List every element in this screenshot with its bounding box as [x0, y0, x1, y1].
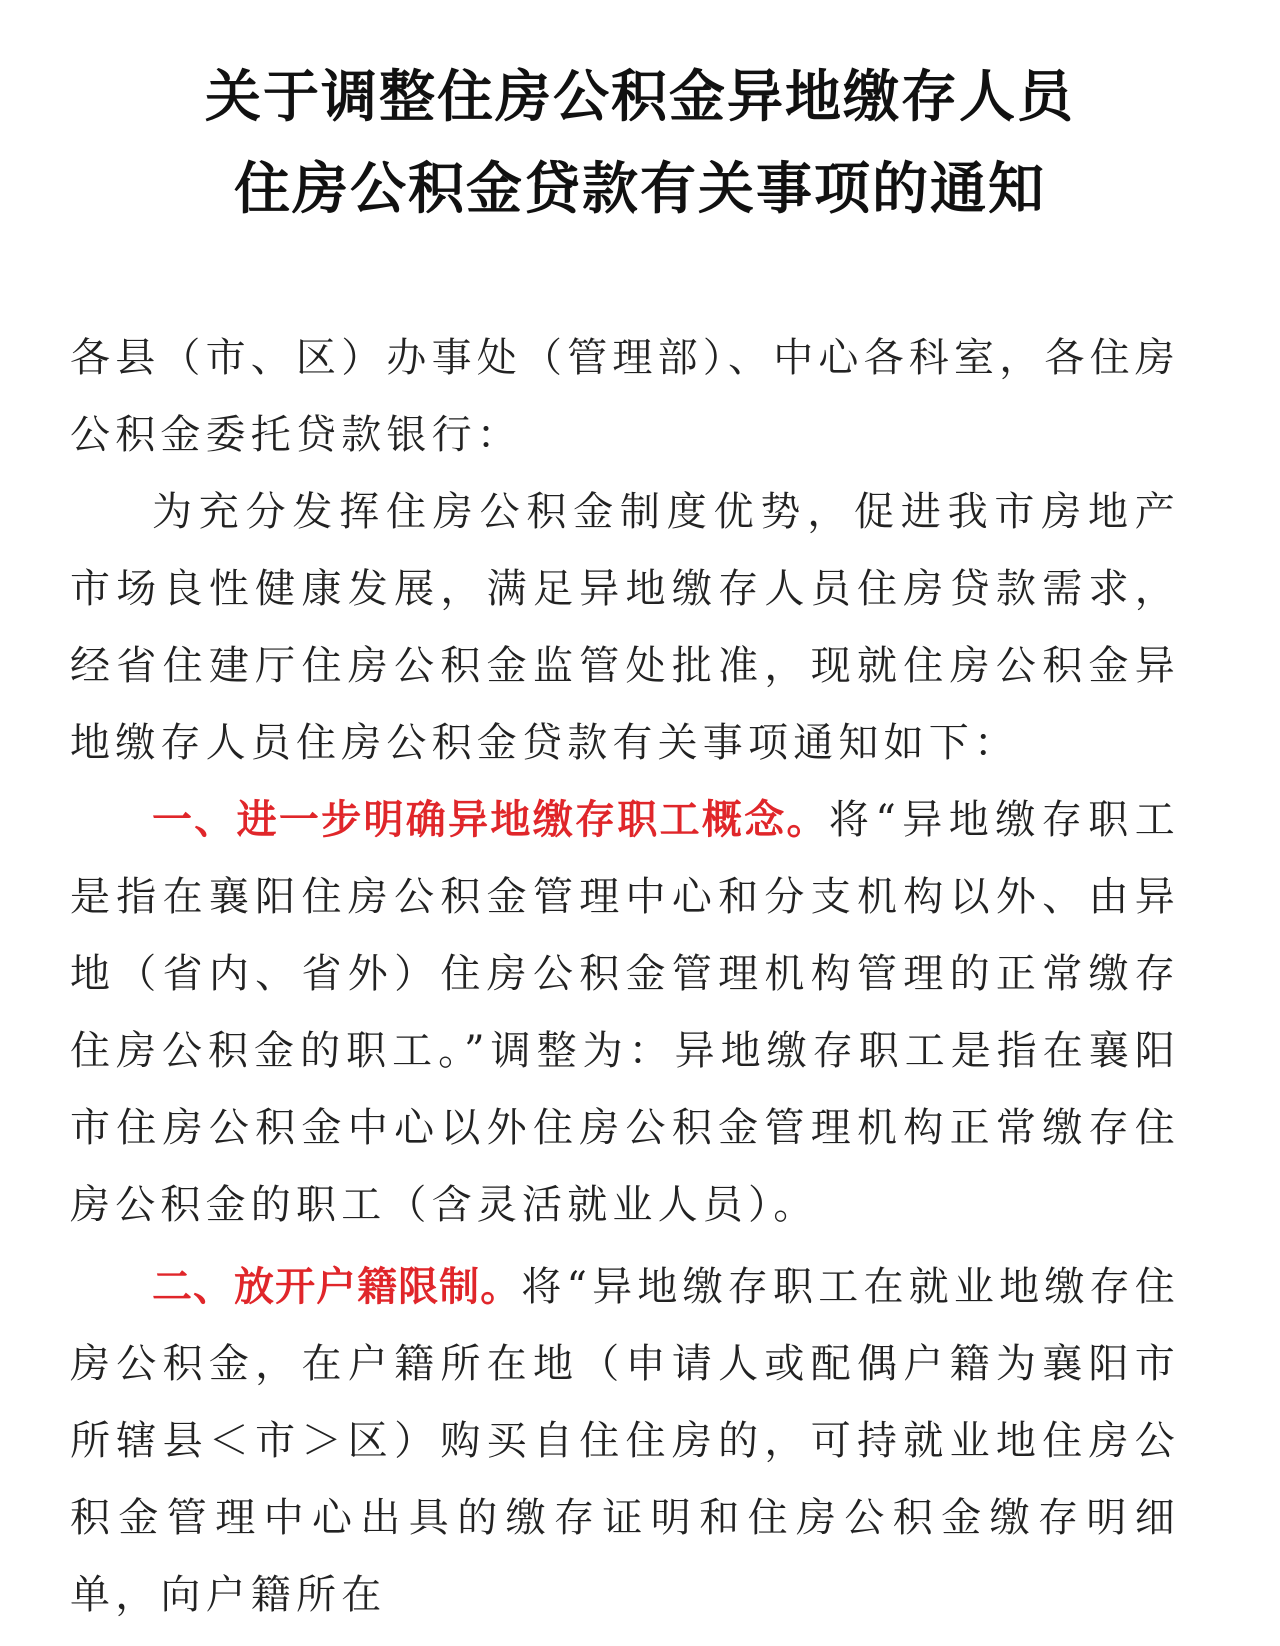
document-title: [0, 52, 1280, 236]
section-2-paragraph: [70, 1249, 1180, 1634]
document-body: [70, 320, 1180, 1634]
section-2-heading: 二、放开户籍限制。: [152, 1264, 522, 1310]
section-2-text: 将“异地缴存职工在就业地缴存住房公积金，在户籍所在地（申请人或配偶户籍为襄阳市所辖县＜市＞区）购买自住住房的，可持就业地住房公积金管理中心出具的缴存证明和住房公积金缴存明细单，向户籍所在: [70, 1264, 1181, 1618]
section-1-paragraph: [70, 782, 1180, 1244]
addressee-paragraph: 各县（市、区）办事处（管理部）、中心各科室，各住房公积金委托贷款银行：: [70, 335, 1180, 458]
title-line-2: 住房公积金贷款有关事项的通知: [234, 157, 1046, 222]
intro-paragraph: 为充分发挥住房公积金制度优势，促进我市房地产市场良性健康发展，满足异地缴存人员住房贷款需求，经省住建厅住房公积金监管处批准，现就住房公积金异地缴存人员住房公积金贷款有关事项通知如下：: [70, 489, 1180, 766]
title-line-1: 关于调整住房公积金异地缴存人员: [205, 65, 1075, 130]
section-1-heading: 一、进一步明确异地缴存职工概念。: [152, 797, 829, 843]
section-1-text: 将“异地缴存职工是指在襄阳住房公积金管理中心和分支机构以外、由异地（省内、省外）住房公积金管理机构管理的正常缴存住房公积金的职工。”调整为：异地缴存职工是指在襄阳市住房公积金中心以外住房公积金管理机构正常缴存住房公积金的职工（含灵活就业人员）。: [70, 797, 1180, 1228]
